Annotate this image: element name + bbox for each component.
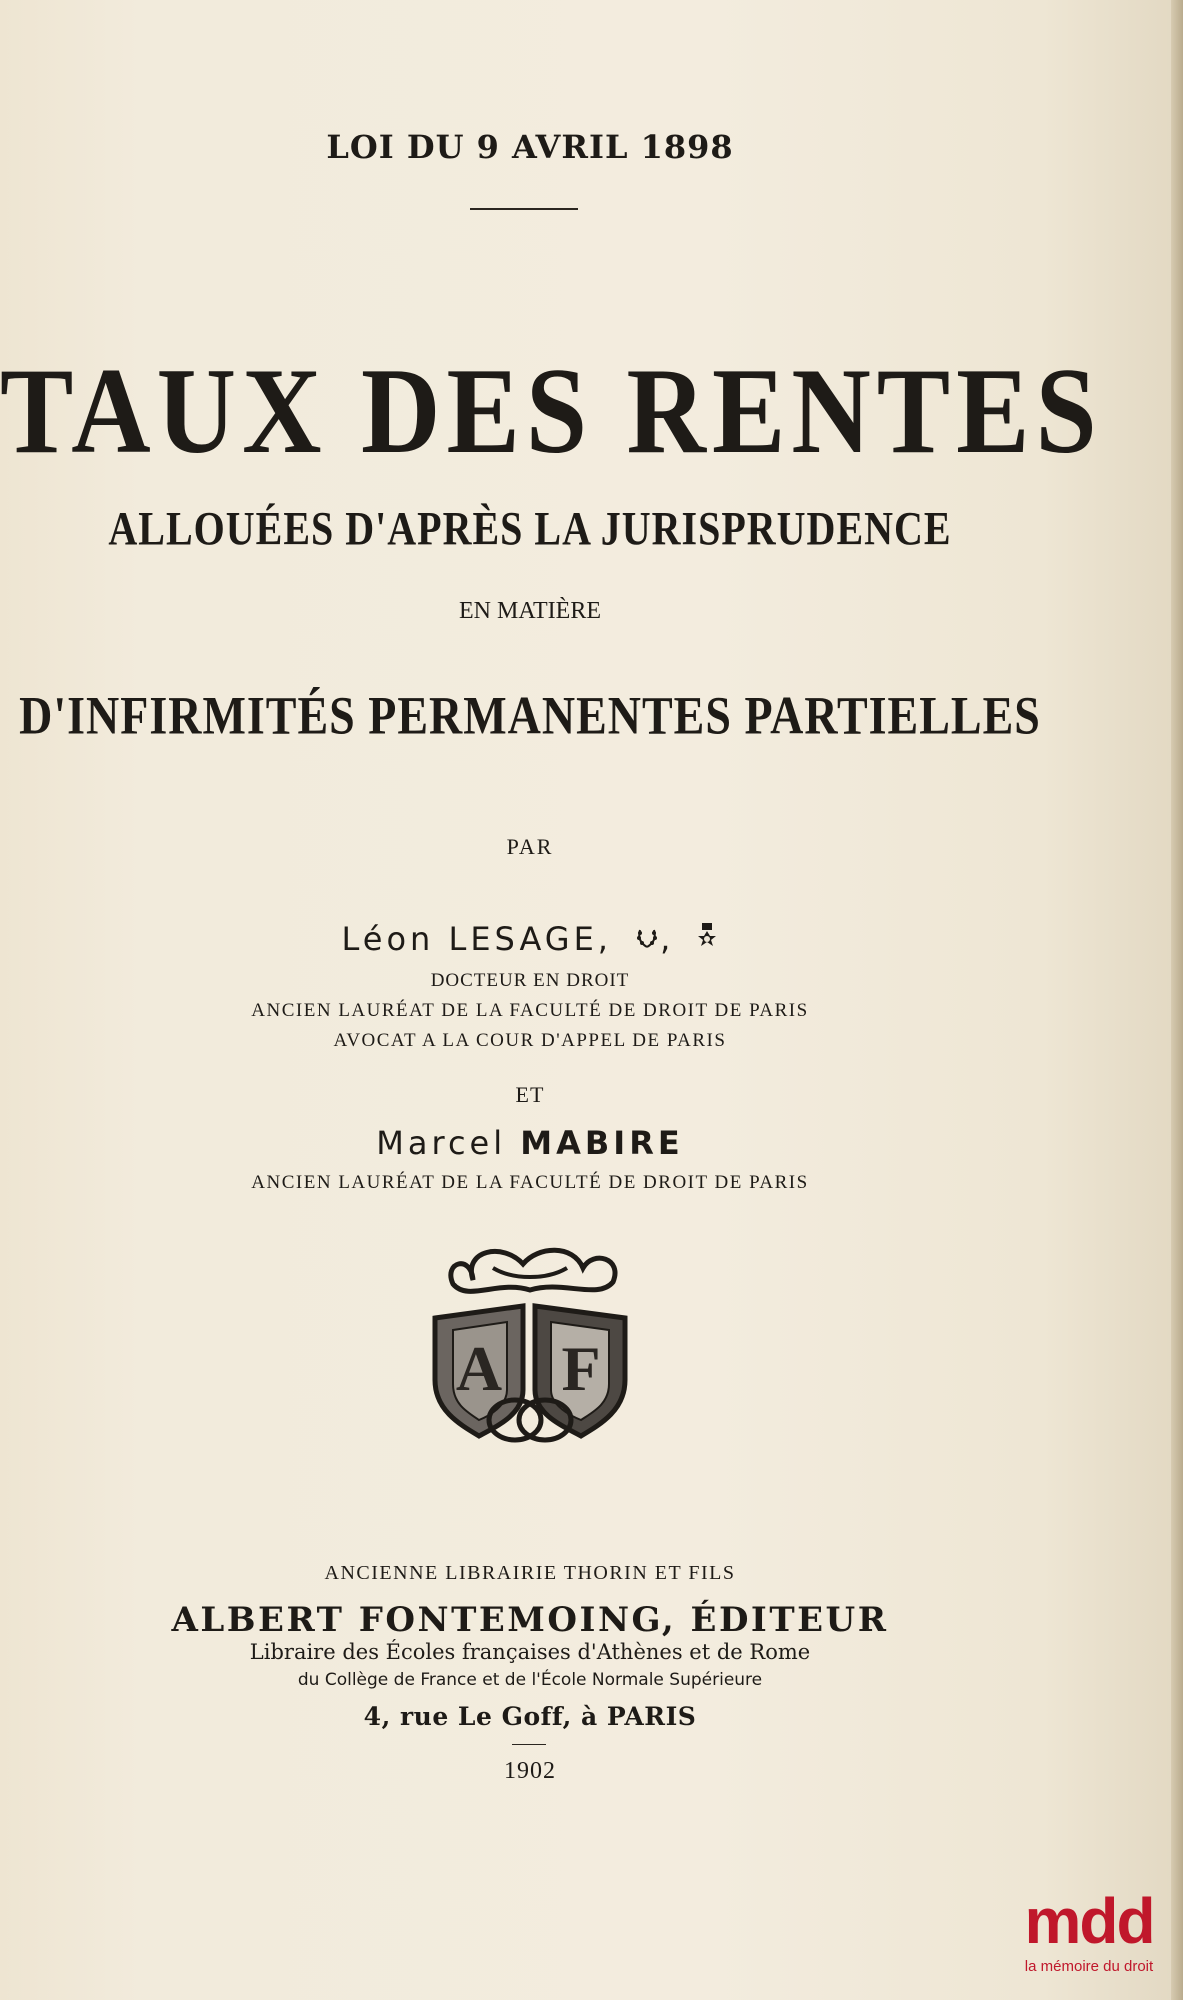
author-mabire: [0, 1124, 1060, 1162]
publisher-address: 4, rue Le Goff, à PARIS: [363, 1702, 697, 1731]
author-lesage: Léon LESAGE, ,: [0, 920, 1060, 959]
author-given-name: Léon: [341, 920, 435, 958]
author-given-name: Marcel: [376, 1124, 507, 1162]
divider-rule: [512, 1744, 546, 1745]
book-title: TAUX DES RENTES: [0, 342, 1103, 479]
publisher-emblem-icon: [423, 1240, 637, 1450]
former-library: ANCIENNE LIBRAIRIE THORIN ET FILS: [324, 1562, 736, 1584]
author-lesage-lawyer: AVOCAT A LA COUR D'APPEL DE PARIS: [333, 1030, 727, 1051]
book-subtitle: ALLOUÉES D'APRÈS LA JURISPRUDENCE: [108, 501, 952, 556]
author-surname: LESAGE: [448, 920, 598, 958]
publication-year: 1902: [504, 1758, 556, 1784]
publisher-name: ALBERT FONTEMOING, ÉDITEUR: [171, 1600, 889, 1640]
author-mabire-laureate: ANCIEN LAURÉAT DE LA FACULTÉ DE DROIT DE PARIS: [251, 1172, 809, 1193]
publisher-college: du Collège de France et de l'École Normale Supérieure: [297, 1670, 763, 1690]
svg-text:F: F: [561, 1333, 601, 1404]
subject-line: D'INFIRMITÉS PERMANENTES PARTIELLES: [19, 685, 1041, 746]
page-edge: [1171, 0, 1183, 2000]
order-medal-icon: [696, 923, 718, 959]
author-surname: MABIRE: [520, 1124, 684, 1162]
laurel-medal-icon: [634, 925, 660, 957]
mdd-logo: [1009, 1886, 1169, 1992]
in-matter-line: EN MATIÈRE: [459, 598, 601, 624]
and-line: ET: [515, 1082, 545, 1107]
mdd-logo-text: la mémoire du droit: [1024, 1958, 1154, 1975]
publisher-schools: Libraire des Écoles françaises d'Athènes et de Rome: [249, 1640, 811, 1664]
svg-text:A: A: [455, 1333, 503, 1404]
mdd-logo-mark: mdd: [1024, 1885, 1154, 1957]
author-lesage-laureate: ANCIEN LAURÉAT DE LA FACULTÉ DE DROIT DE PARIS: [251, 1000, 809, 1021]
by-line: PAR: [506, 834, 554, 859]
author-lesage-degree: DOCTEUR EN DROIT: [430, 970, 630, 991]
law-heading: LOI DU 9 AVRIL 1898: [326, 128, 734, 166]
divider-rule: [470, 208, 578, 210]
